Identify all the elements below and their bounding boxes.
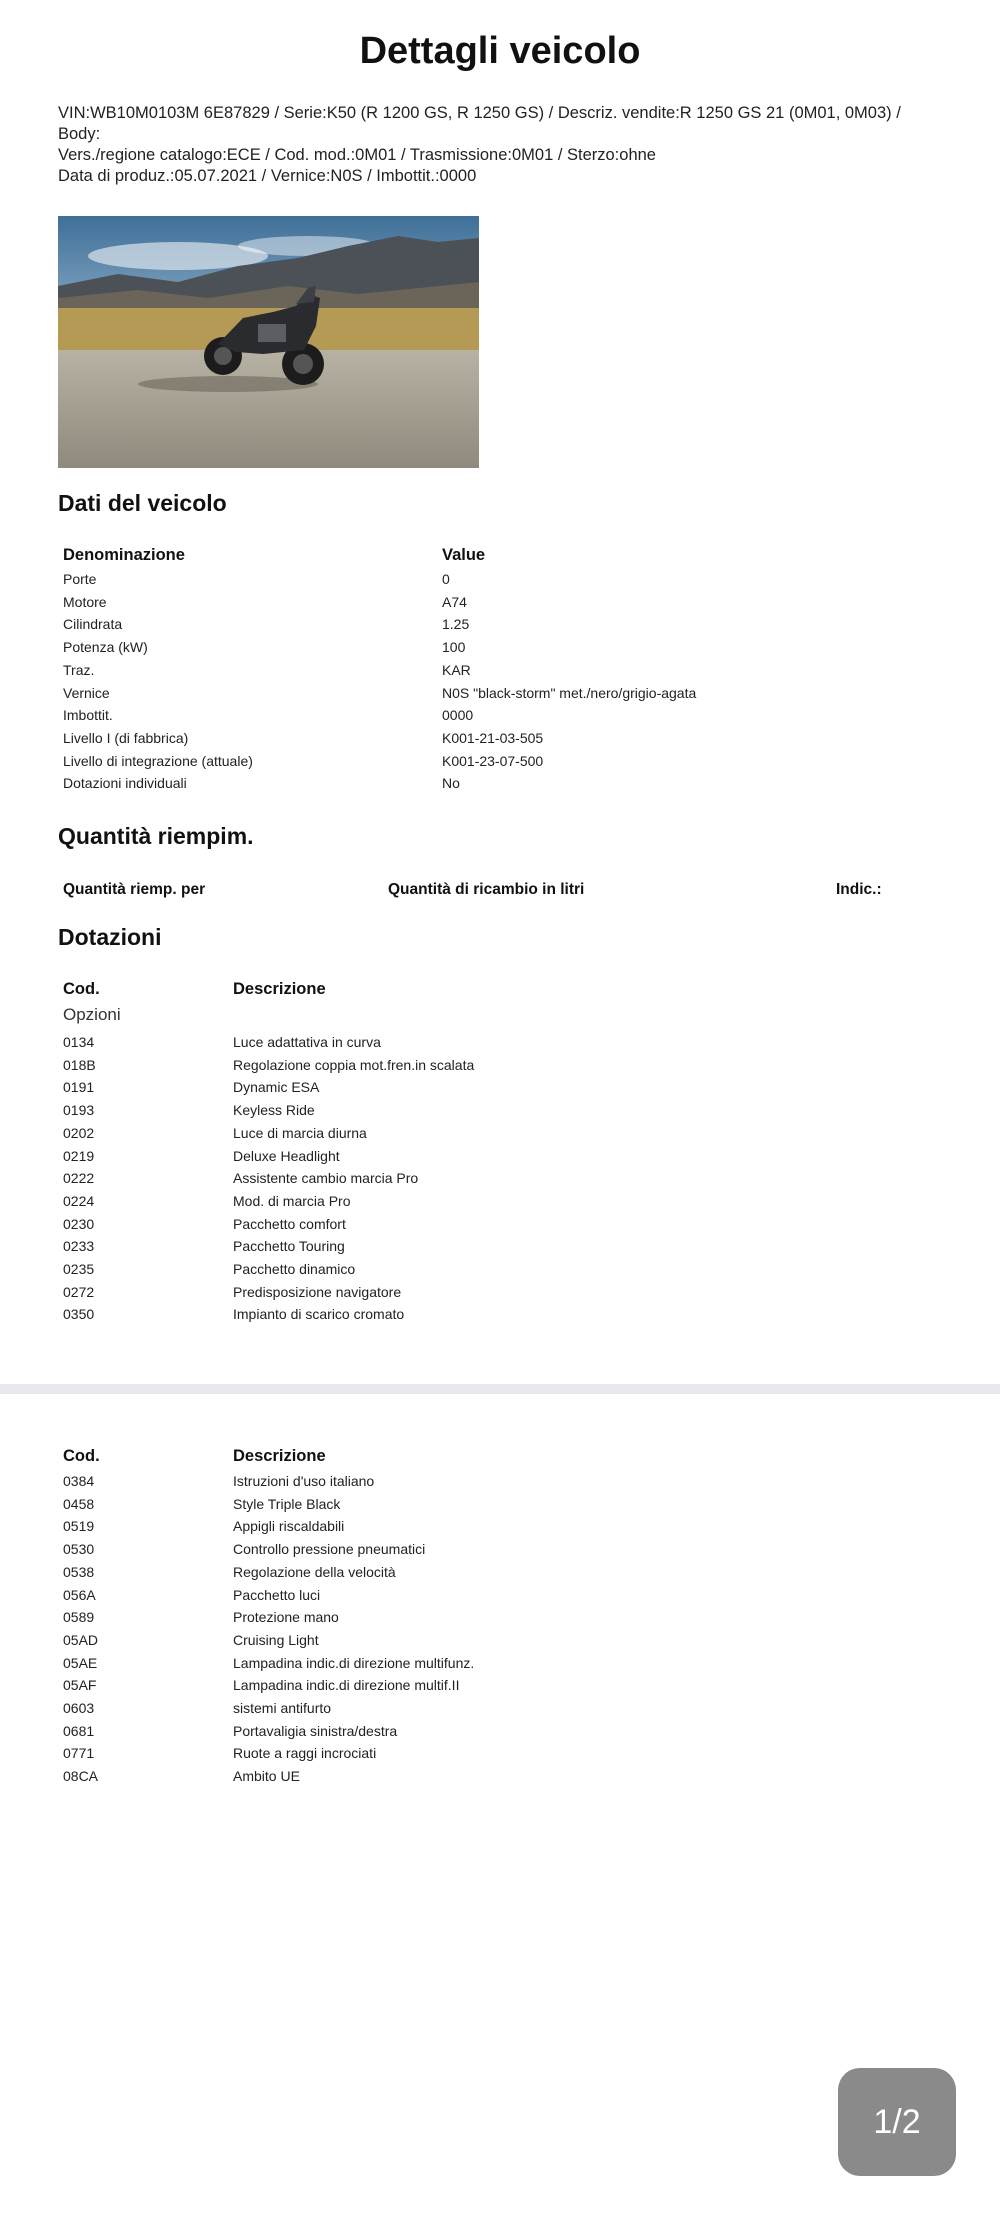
equipment-description: Regolazione coppia mot.fren.in scalata bbox=[233, 1056, 475, 1073]
vehicle-data-name: Livello I (di fabbrica) bbox=[63, 729, 189, 746]
vehicle-data-value: N0S "black-storm" met./nero/grigio-agata bbox=[442, 684, 697, 701]
equipment-code: 056A bbox=[63, 1586, 96, 1603]
vehicle-data-name: Cilindrata bbox=[63, 616, 123, 633]
equipment-description: Portavaligia sinistra/destra bbox=[233, 1722, 398, 1739]
equipment-code: 018B bbox=[63, 1056, 96, 1073]
vehicle-data-name: Potenza (kW) bbox=[63, 639, 148, 656]
equipment-description: Controllo pressione pneumatici bbox=[233, 1541, 426, 1558]
equipment-description: Predisposizione navigatore bbox=[233, 1283, 402, 1300]
header-line-production: Data di produz.:05.07.2021 / Vernice:N0S / Imbottit.:0000 bbox=[58, 167, 477, 185]
equipment-description: Pacchetto Touring bbox=[233, 1238, 345, 1255]
vehicle-data-value: K001-23-07-500 bbox=[442, 752, 544, 769]
column-header-code: Cod. bbox=[63, 980, 100, 998]
equipment-code: 0202 bbox=[63, 1124, 95, 1141]
equipment-code: 05AD bbox=[63, 1631, 99, 1648]
page-indicator: 1/2 bbox=[838, 2068, 956, 2176]
equipment-code: 0230 bbox=[63, 1215, 95, 1232]
equipment-code: 0350 bbox=[63, 1306, 95, 1323]
equipment-code: 0193 bbox=[63, 1102, 95, 1119]
vehicle-data-value: 100 bbox=[442, 639, 466, 656]
vehicle-header-info bbox=[58, 103, 938, 187]
column-header-fill-per: Quantità riemp. per bbox=[63, 881, 206, 898]
motorcycle-photo bbox=[58, 216, 479, 468]
vehicle-data-value: A74 bbox=[442, 593, 467, 610]
equipment-description: Pacchetto dinamico bbox=[233, 1261, 356, 1278]
vehicle-data-name: Motore bbox=[63, 593, 107, 610]
section-title-equipment: Dotazioni bbox=[58, 924, 162, 950]
vehicle-data-values bbox=[442, 568, 922, 795]
section-title-fill-quantities: Quantità riempim. bbox=[58, 823, 254, 849]
equipment-description: Pacchetto comfort bbox=[233, 1215, 346, 1232]
section-title-vehicle-data: Dati del veicolo bbox=[58, 490, 227, 516]
equipment-codes-page2 bbox=[63, 1470, 223, 1788]
column-header-description: Descrizione bbox=[233, 980, 326, 998]
vehicle-data-name: Dotazioni individuali bbox=[63, 775, 187, 792]
equipment-description: Mod. di marcia Pro bbox=[233, 1192, 351, 1209]
equipment-code: 0589 bbox=[63, 1609, 95, 1626]
equipment-descriptions-page2 bbox=[233, 1470, 833, 1788]
page-title: Dettagli veicolo bbox=[359, 30, 641, 72]
equipment-code: 0384 bbox=[63, 1473, 95, 1489]
equipment-code: 0224 bbox=[63, 1192, 95, 1209]
equipment-description: Lampadina indic.di direzione multif.II bbox=[233, 1677, 460, 1694]
equipment-description: Impianto di scarico cromato bbox=[233, 1306, 405, 1323]
vehicle-data-name: Porte bbox=[63, 571, 97, 587]
equipment-description: Deluxe Headlight bbox=[233, 1147, 340, 1164]
equipment-code: 0681 bbox=[63, 1722, 95, 1739]
column-header-description-page2: Descrizione bbox=[233, 1447, 326, 1465]
equipment-code: 0771 bbox=[63, 1745, 95, 1762]
equipment-code: 0272 bbox=[63, 1283, 95, 1300]
vehicle-data-value: KAR bbox=[442, 661, 471, 678]
equipment-code: 05AF bbox=[63, 1677, 97, 1694]
equipment-code: 05AE bbox=[63, 1654, 98, 1671]
equipment-code: 0219 bbox=[63, 1147, 95, 1164]
equipment-code: 0538 bbox=[63, 1563, 95, 1580]
vehicle-data-value: 1.25 bbox=[442, 616, 470, 633]
equipment-description: sistemi antifurto bbox=[233, 1700, 332, 1717]
equipment-descriptions-page1 bbox=[233, 1031, 833, 1326]
equipment-description: Lampadina indic.di direzione multifunz. bbox=[233, 1654, 475, 1671]
equipment-code: 0191 bbox=[63, 1079, 95, 1096]
equipment-code: 0235 bbox=[63, 1261, 95, 1278]
vehicle-data-value: 0000 bbox=[442, 707, 474, 724]
equipment-description: Regolazione della velocità bbox=[233, 1563, 396, 1580]
vehicle-data-names bbox=[63, 568, 433, 795]
column-header-value: Value bbox=[442, 546, 486, 564]
equipment-code: 0233 bbox=[63, 1238, 95, 1255]
page-break-divider bbox=[0, 1384, 1000, 1394]
header-line-vin: VIN:WB10M0103M 6E87829 / Serie:K50 (R 1200 GS, R 1250 GS) / Descriz. vendite:R 1250 GS 21 (0M01, 0M03) / Body: bbox=[58, 104, 901, 143]
equipment-description: Pacchetto luci bbox=[233, 1586, 321, 1603]
equipment-code: 0530 bbox=[63, 1541, 95, 1558]
vehicle-data-value: K001-21-03-505 bbox=[442, 729, 544, 746]
equipment-description: Cruising Light bbox=[233, 1631, 319, 1648]
vehicle-data-name: Vernice bbox=[63, 684, 110, 701]
equipment-description: Protezione mano bbox=[233, 1609, 339, 1626]
vehicle-data-value: No bbox=[442, 775, 460, 792]
equipment-code: 0458 bbox=[63, 1495, 95, 1512]
equipment-code: 0603 bbox=[63, 1700, 95, 1717]
equipment-code: 0222 bbox=[63, 1170, 95, 1187]
equipment-code: 0519 bbox=[63, 1518, 95, 1535]
header-line-catalog: Vers./regione catalogo:ECE / Cod. mod.:0M01 / Trasmissione:0M01 / Sterzo:ohne bbox=[58, 146, 656, 164]
column-header-name: Denominazione bbox=[63, 546, 185, 564]
vehicle-data-name: Livello di integrazione (attuale) bbox=[63, 752, 253, 769]
column-header-indic: Indic.: bbox=[836, 881, 882, 898]
column-header-code-page2: Cod. bbox=[63, 1447, 100, 1465]
equipment-code: 08CA bbox=[63, 1768, 99, 1785]
column-header-spare-liters: Quantità di ricambio in litri bbox=[388, 881, 585, 898]
equipment-description: Style Triple Black bbox=[233, 1495, 341, 1512]
equipment-description: Dynamic ESA bbox=[233, 1079, 320, 1096]
options-group-label: Opzioni bbox=[63, 1005, 121, 1024]
equipment-description: Luce di marcia diurna bbox=[233, 1124, 367, 1141]
vehicle-data-value: 0 bbox=[442, 571, 450, 587]
vehicle-data-name: Imbottit. bbox=[63, 707, 113, 724]
equipment-description: Assistente cambio marcia Pro bbox=[233, 1170, 419, 1187]
vehicle-data-name: Traz. bbox=[63, 661, 95, 678]
equipment-description: Ruote a raggi incrociati bbox=[233, 1745, 377, 1762]
equipment-description: Luce adattativa in curva bbox=[233, 1034, 381, 1050]
equipment-description: Ambito UE bbox=[233, 1768, 300, 1785]
equipment-codes-page1 bbox=[63, 1031, 223, 1326]
equipment-code: 0134 bbox=[63, 1034, 95, 1050]
equipment-description: Appigli riscaldabili bbox=[233, 1518, 345, 1535]
equipment-description: Istruzioni d'uso italiano bbox=[233, 1473, 375, 1489]
equipment-description: Keyless Ride bbox=[233, 1102, 315, 1119]
